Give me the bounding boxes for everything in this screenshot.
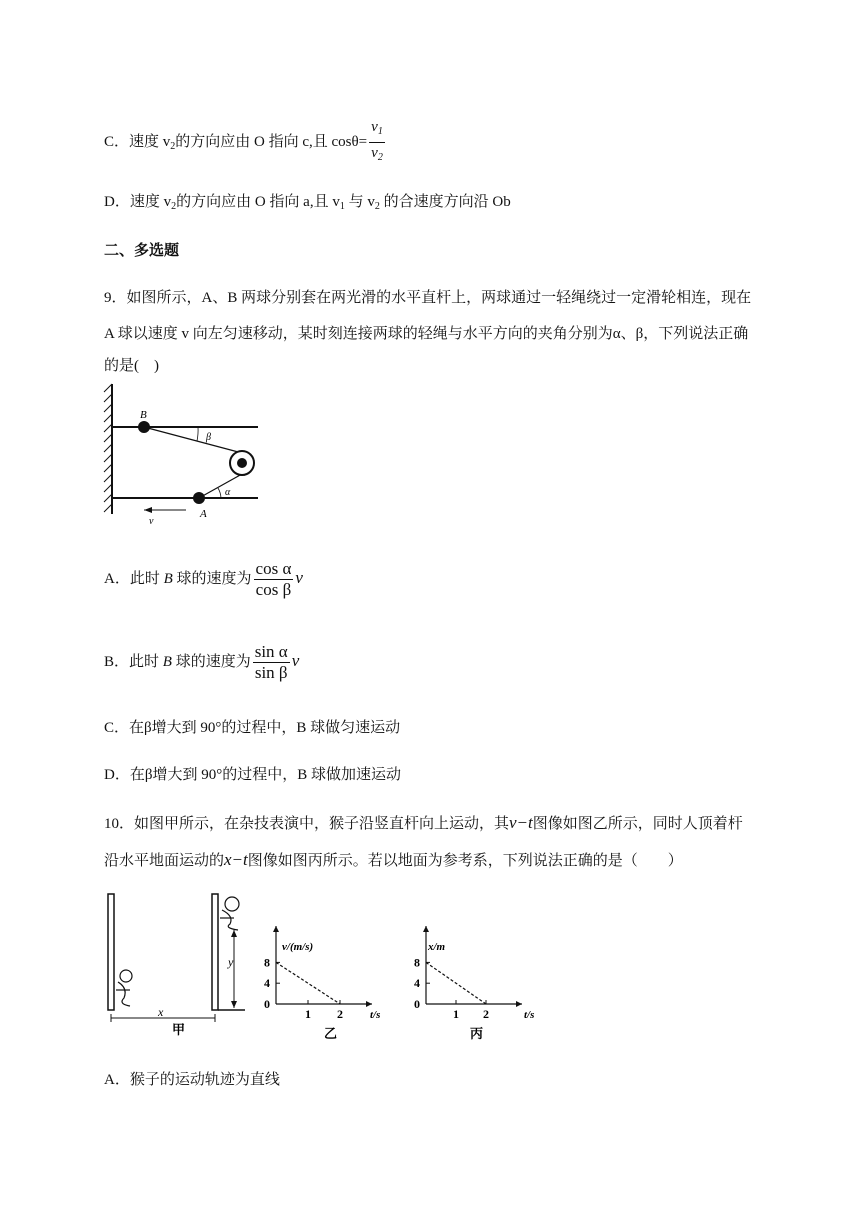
yi-ylabel: v/(m/s): [282, 941, 314, 953]
q9-option-b: B．此时 B 球的速度为 $\frac{\text{sin α}}{\text{sin β}}$ v: [104, 642, 300, 682]
label-beta: β: [206, 432, 211, 443]
q10-chart-yi: [258, 890, 398, 1040]
yi-xlabel: t/s: [370, 1009, 381, 1021]
q9-figure: [100, 378, 270, 528]
label-b: B: [140, 409, 147, 421]
q9-stem-line2: A 球以速度 v 向左匀速移动，某时刻连接两球的轻绳与水平方向的夹角分别为α、β，下列说法正确: [104, 326, 749, 342]
bing-y-arrow: [423, 926, 429, 932]
bing-ytick-label: 4: [414, 976, 420, 991]
yi-y-arrow: [273, 926, 279, 932]
yi-ytick-label: 4: [264, 976, 270, 991]
q8c-fraction: $\frac{v_1}{v_2}$: [371, 119, 383, 163]
q8-option-c: C．速度 $v_2$的方向应由 O 指向 c,且 cosθ= $\frac{v_1}{v_2}$: [104, 117, 387, 168]
label-a: A: [200, 508, 207, 520]
q9-option-d: D．在β增大到 90°的过程中，B 球做加速运动: [104, 767, 401, 783]
bing-x-arrow: [516, 1001, 522, 1007]
bing-series-line: [426, 962, 486, 1004]
q9-stem-line1: 9．如图所示，A、B 两球分别套在两光滑的水平直杆上，两球通过一轻绳绕过一定滑轮相连，现在: [104, 290, 752, 306]
yi-caption: 乙: [324, 1026, 338, 1040]
q10-figure-jia: [100, 890, 260, 1040]
q9-stem-line3: 的是( ): [104, 358, 159, 374]
yi-x-arrow: [366, 1001, 372, 1007]
yi-ytick-label: 0: [264, 997, 270, 1011]
bing-ytick-label: 0: [414, 997, 420, 1011]
q9b-fraction: $\frac{\text{sin α}}{\text{sin β}}$: [254, 642, 288, 682]
q8-option-d: D．速度 $v_2$的方向应由 O 指向 a,且 $v_1$ 与 $v_2$ 的合速度方向沿 Ob: [104, 194, 511, 212]
yi-xtick-label: 1: [305, 1007, 311, 1021]
ball-a: [193, 492, 205, 504]
label-alpha: α: [225, 487, 231, 498]
q10-stem-line2: 沿水平地面运动的x−t图像如图丙所示。若以地面为参考系，下列说法正确的是（ ）: [104, 850, 683, 869]
q9a-fraction: $\frac{\text{cos α}}{\text{cos β}}$: [255, 559, 292, 599]
bing-xtick-label: 1: [453, 1007, 459, 1021]
ball-b: [138, 421, 150, 433]
caption-jia: 甲: [172, 1022, 186, 1037]
bing-ylabel: x/m: [428, 941, 446, 953]
q8c-prefix: C．速度 v: [104, 133, 171, 150]
label-x: x: [158, 1005, 164, 1019]
q9-option-a: A．此时 B 球的速度为 $\frac{\text{cos α}}{\text{cos β}}$ v: [104, 559, 303, 599]
section-heading: 二、多选题: [104, 243, 180, 259]
yi-xtick-label: 2: [337, 1007, 343, 1021]
q8c-mid: 的方向应由 O 指向 c,且 cosθ=: [175, 133, 368, 150]
yi-ytick-label: 8: [264, 955, 270, 970]
q10-chart-bing: [408, 890, 548, 1040]
bing-xtick-label: 2: [483, 1007, 489, 1021]
monkey-bottom: [116, 970, 132, 1006]
q10-stem-line1: 10．如图甲所示，在杂技表演中，猴子沿竖直杆向上运动，其v−t图像如图乙所示，同时人顶着杆: [104, 813, 743, 832]
label-v: v: [149, 516, 154, 527]
yi-series-line: [276, 962, 340, 1004]
bing-ytick-label: 8: [414, 955, 420, 970]
bing-caption: 丙: [470, 1026, 484, 1040]
q9-option-c: C．在β增大到 90°的过程中，B 球做匀速运动: [104, 720, 401, 736]
label-y: y: [228, 955, 234, 969]
monkey-top: [220, 897, 239, 930]
q10-option-a: A．猴子的运动轨迹为直线: [104, 1072, 280, 1088]
bing-xlabel: t/s: [524, 1009, 535, 1021]
